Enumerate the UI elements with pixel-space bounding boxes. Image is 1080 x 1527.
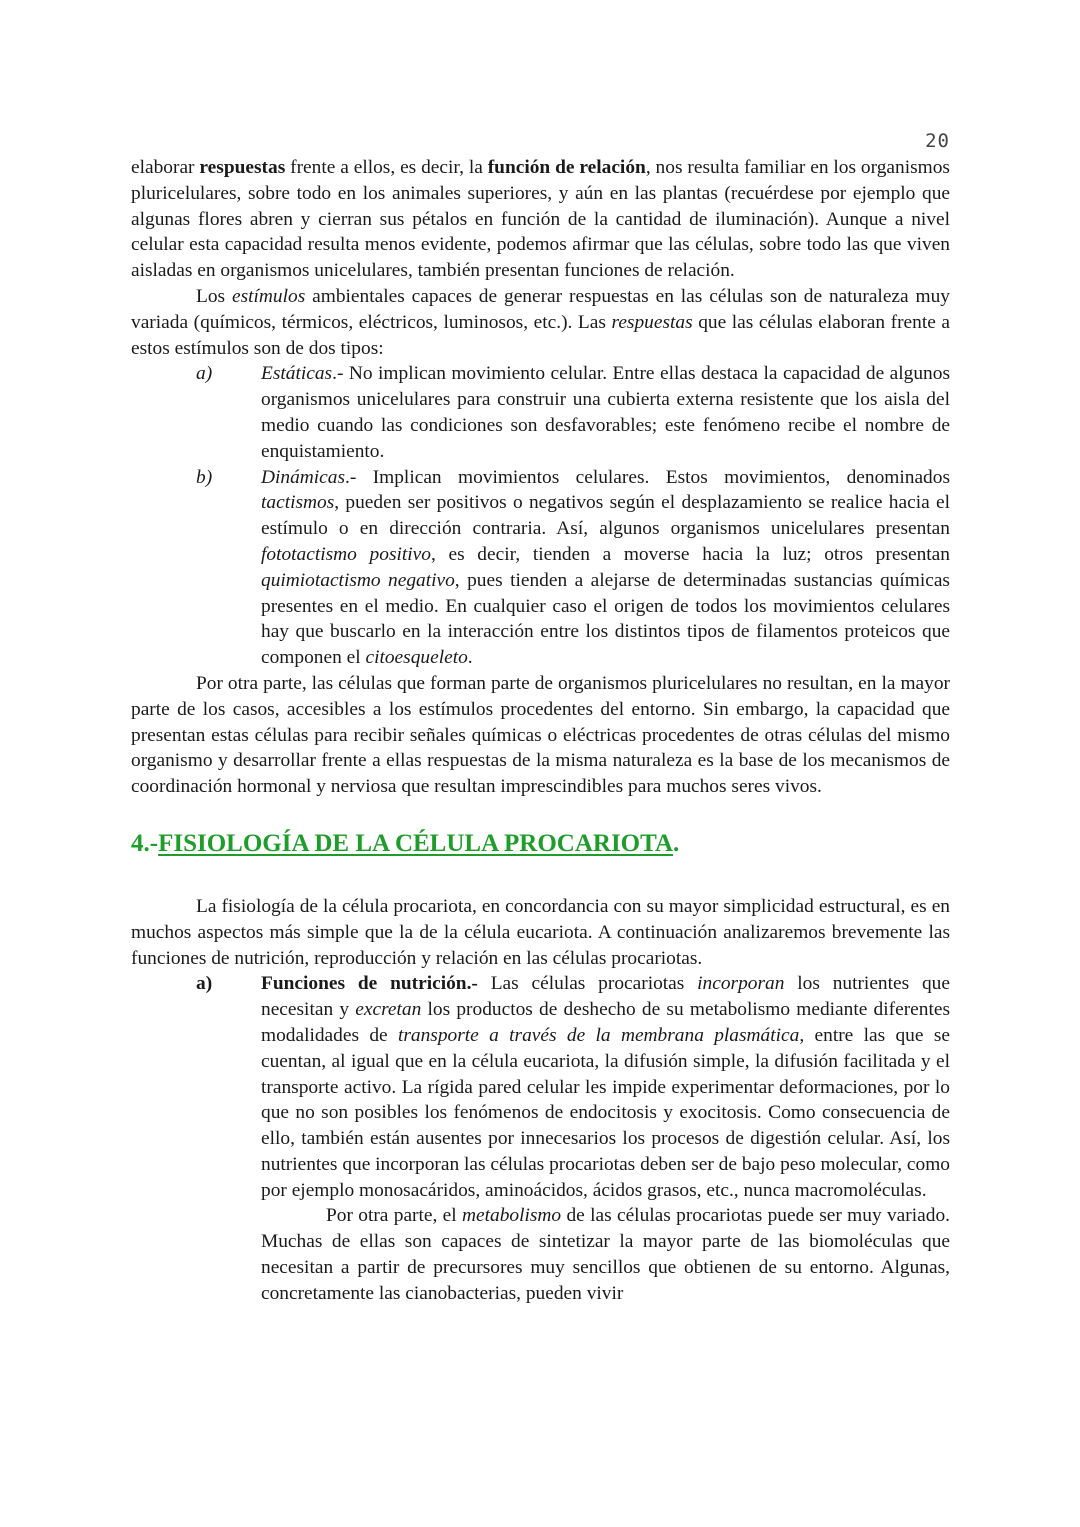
italic-term-metabolismo: metabolismo — [462, 1205, 562, 1227]
list-marker: a) — [196, 363, 213, 385]
text-run: ambientales capaces de generar respuestas en las células son de naturaleza muy variada (químicos, térmicos, eléctricos, luminosos, etc.). Las — [131, 285, 950, 333]
list-item-text — [261, 971, 950, 1203]
paragraph-function-of-relation — [131, 155, 950, 284]
section-number: 4.- — [131, 829, 159, 857]
bold-term-funcion-de-relacion: función de relación — [487, 157, 646, 178]
text-run: de las células procariotas puede ser muy variado. Muchas de ellas son capaces de sintetizar la mayor parte de las biomoléculas que necesitan a partir de precursores muy sencillos que obtienen de su entorno. Algunas, concretamente las cianobacterias, pueden vivir — [261, 1205, 950, 1304]
list-item-body — [261, 361, 950, 464]
text-run: Las células procariotas — [477, 973, 698, 995]
text-run: , pueden ser positivos o negativos según el desplazamiento se realice hacia el estímulo o en dirección contraria. Así, algunos organismos unicelulares presentan — [261, 492, 950, 540]
paragraph-prokaryote-intro: La fisiología de la célula procariota, en concordancia con su mayor simplicidad estructural, es en muchos aspectos más simple que la de la célula eucariota. A continuación analizaremos brevemente las funciones de nutrición, reproducción y relación en las células procariotas. — [131, 895, 950, 969]
text-run: , entre las que se cuentan, al igual que en la célula eucariota, la difusión simple, la difusión facilitada y el transporte activo. La rígida pared celular les impide experimentar deformaciones, por lo que no son posibles los fenómenos de endocitosis y exocitosis. Como consecuencia de ello, también están ausentes por innecesarios los procesos de digestión celular. Así, los nutrientes que incorporan las células procariotas deben ser de bajo peso molecular, como por ejemplo monosacáridos, aminoácidos, ácidos grasos, etc., nunca macromoléculas. — [261, 1024, 950, 1201]
text-run: elaborar — [131, 157, 200, 178]
text-run: los nutrientes que necesitan y — [261, 973, 950, 1021]
section-heading — [131, 828, 950, 860]
text-run: frente a ellos, es decir, la — [285, 157, 488, 178]
italic-term-dinamicas: Dinámicas — [261, 466, 346, 488]
section-title-end: . — [673, 829, 680, 857]
list-item-text-metabolism — [261, 1203, 950, 1306]
text-run: , es decir, tienden a moverse hacia la luz; otros presentan — [430, 543, 950, 565]
bold-term-respuestas: respuestas — [199, 157, 286, 178]
italic-term-excretan: excretan — [355, 999, 422, 1021]
text-run: los productos de deshecho de su metabolismo mediante diferentes modalidades de — [261, 999, 950, 1046]
list-item-dinamicas — [131, 465, 950, 671]
text-run: .- No implican movimiento celular. Entre ellas destaca la capacidad de algunos organismos unicelulares para construir una cubierta externa resistente que los aisla del medio cuando las condiciones son desfavorables; este fenómeno recibe el nombre de enquistamiento. — [261, 363, 950, 462]
text-run: .- Implican movimientos celulares. Estos movimientos, denominados — [345, 466, 950, 488]
document-page — [131, 130, 950, 1307]
italic-term-transporte: transporte a través de la membrana plasmática — [397, 1024, 800, 1046]
text-run: , pues tienden a alejarse de determinadas sustancias químicas presentes en el medio. En cualquier caso el origen de todos los movimientos celulares hay que buscarlo en la interacción entre los distintos tipos de filamentos proteicos que componen el — [261, 569, 950, 669]
list-item-nutricion — [131, 971, 950, 1306]
italic-term-citoesqueleto: citoesqueleto — [365, 647, 468, 669]
page-number: 20 — [925, 130, 950, 152]
text-run: , nos resulta familiar en los organismos pluricelulares, sobre todo en los animales superiores, y aún en las plantas (recuérdese por ejemplo que algunas flores abren y cierran sus pétalos en función de la cantidad de iluminación). Aunque a nivel celular esta capacidad resulta menos evidente, podemos afirmar que las células, sobre todo las que viven aisladas en organismos unicelulares, también presentan funciones de relación. — [131, 157, 950, 282]
list-item-body — [261, 971, 950, 1306]
italic-term-respuestas: respuestas — [611, 311, 693, 333]
list-item-text — [261, 465, 950, 671]
bold-term-funciones-de-nutricion: Funciones de nutrición.- — [261, 973, 478, 995]
text-run: Los — [196, 285, 232, 307]
italic-term-estaticas: Estáticas — [261, 363, 333, 385]
text-run: . — [467, 647, 473, 669]
list-item-text — [261, 361, 950, 464]
italic-term-incorporan: incorporan — [697, 973, 785, 995]
text-run: Por otra parte, el — [326, 1205, 463, 1227]
italic-term-quimiotactismo: quimiotactismo negativo — [261, 569, 455, 591]
paragraph-pluricellular: Por otra parte, las células que forman parte de organismos pluricelulares no resultan, en la mayor parte de los casos, accesibles a los estímulos procedentes del entorno. Sin embargo, la capacidad que presentan estas células para recibir señales químicas o eléctricas procedentes de otras células del mismo organismo y desarrollar frente a ellas respuestas de la misma naturaleza es la base de los mecanismos de coordinación hormonal y nerviosa que resultan imprescindibles para muchos seres vivos. — [131, 672, 950, 798]
section-title: FISIOLOGÍA DE LA CÉLULA PROCARIOTA — [158, 829, 673, 857]
list-item-estaticas — [131, 361, 950, 464]
italic-term-estimulos: estímulos — [231, 285, 306, 307]
italic-term-tactismos: tactismos — [261, 492, 335, 514]
text-run: que las células elaboran frente a estos estímulos son de dos tipos: — [131, 311, 950, 359]
italic-term-fototactismo: fototactismo positivo — [261, 543, 431, 565]
paragraph-stimuli — [131, 284, 950, 361]
list-marker: a) — [196, 973, 213, 995]
list-item-body — [261, 465, 950, 671]
list-marker: b) — [196, 466, 213, 488]
